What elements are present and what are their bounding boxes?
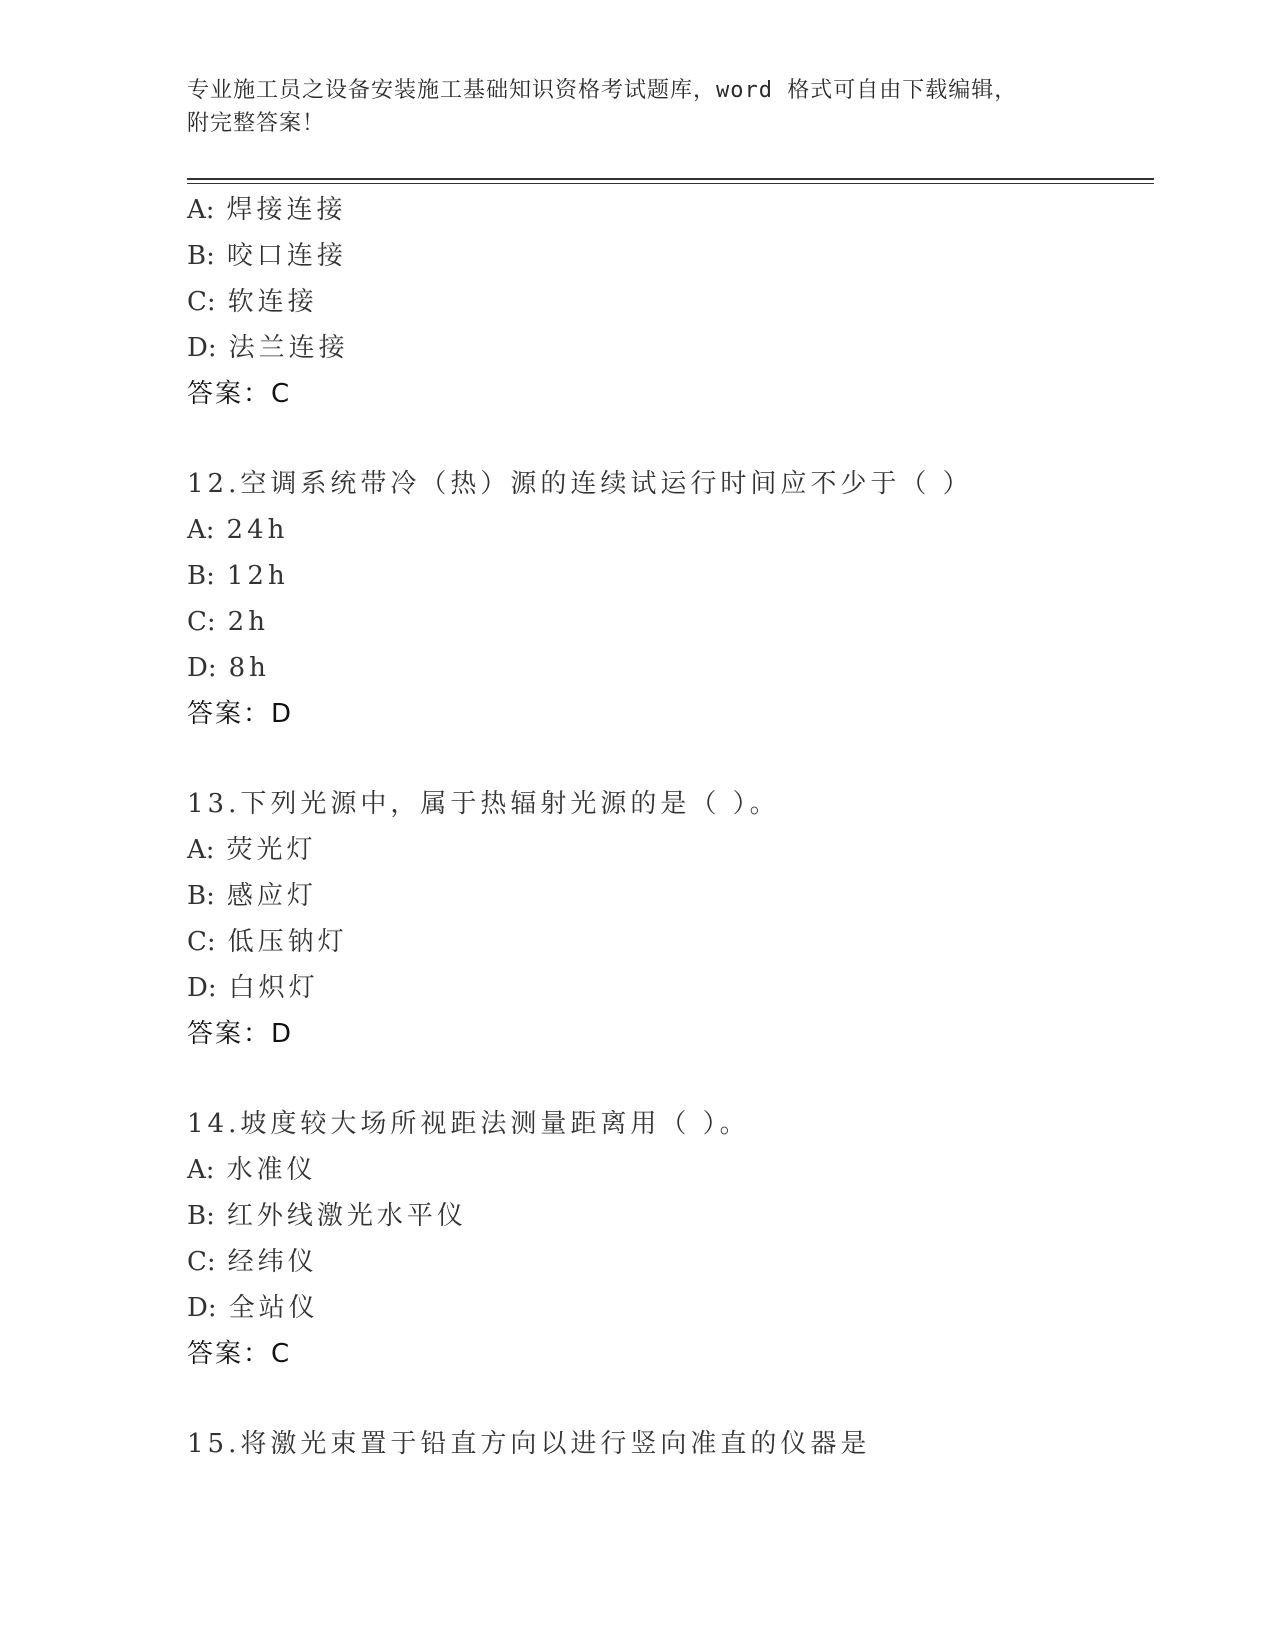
spacer bbox=[187, 737, 1147, 781]
question-block bbox=[187, 461, 1147, 737]
option-b: B: 12h bbox=[187, 561, 289, 591]
option-d: D: 法兰连接 bbox=[187, 333, 349, 363]
question-text: 15.将激光束置于铅直方向以进行竖向准直的仪器是 bbox=[187, 1429, 871, 1459]
option-a: A: 24h bbox=[187, 515, 289, 545]
option-c: C: 软连接 bbox=[187, 287, 318, 317]
question-text: 14.坡度较大场所视距法测量距离用（ ）。 bbox=[187, 1109, 750, 1139]
header-line-2: 附完整答案！ bbox=[187, 111, 326, 136]
option-c: C: 经纬仪 bbox=[187, 1247, 318, 1277]
question-block bbox=[187, 781, 1147, 1057]
spacer bbox=[187, 1057, 1147, 1101]
question-block bbox=[187, 1101, 1147, 1377]
option-b: B: 红外线激光水平仪 bbox=[187, 1201, 467, 1231]
option-b: B: 咬口连接 bbox=[187, 241, 347, 271]
option-b: B: 感应灯 bbox=[187, 881, 317, 911]
header-line-1: 专业施工员之设备安装施工基础知识资格考试题库，word 格式可自由下载编辑， bbox=[187, 78, 1018, 103]
question-block bbox=[187, 187, 1147, 417]
answer: 答案：C bbox=[187, 1339, 292, 1369]
option-c: C: 2h bbox=[187, 607, 269, 637]
document-header bbox=[187, 74, 1087, 140]
option-d: D: 白炽灯 bbox=[187, 973, 319, 1003]
option-d: D: 全站仪 bbox=[187, 1293, 319, 1323]
option-c: C: 低压钠灯 bbox=[187, 927, 348, 957]
answer: 答案：D bbox=[187, 1019, 294, 1049]
spacer bbox=[187, 417, 1147, 461]
answer: 答案：D bbox=[187, 699, 294, 729]
question-text: 12.空调系统带冷（热）源的连续试运行时间应不少于（ ） bbox=[187, 469, 973, 499]
question-list bbox=[187, 187, 1147, 1467]
option-a: A: 焊接连接 bbox=[187, 195, 347, 225]
header-divider-thin bbox=[187, 183, 1154, 184]
header-divider-thick bbox=[187, 178, 1154, 180]
option-a: A: 水准仪 bbox=[187, 1155, 317, 1185]
option-a: A: 荧光灯 bbox=[187, 835, 317, 865]
option-d: D: 8h bbox=[187, 653, 270, 683]
spacer bbox=[187, 1377, 1147, 1421]
answer: 答案：C bbox=[187, 379, 292, 409]
question-text: 13.下列光源中，属于热辐射光源的是（ ）。 bbox=[187, 789, 780, 819]
